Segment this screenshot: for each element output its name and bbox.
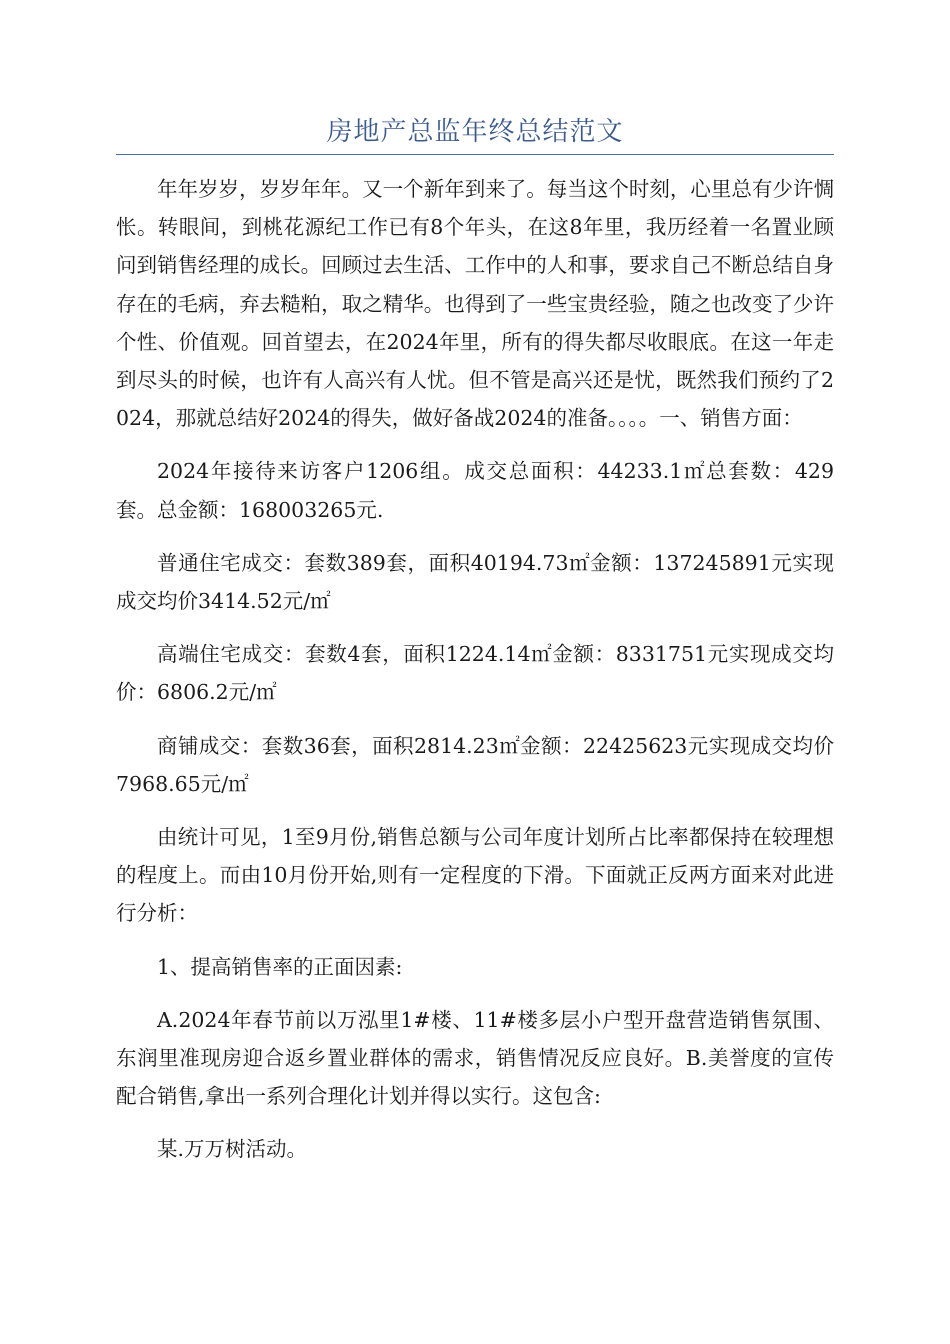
paragraph-intro: 年年岁岁，岁岁年年。又一个新年到来了。每当这个时刻，心里总有少许惆怅。转眼间，到桃花源纪工作已有8个年头，在这8年里，我历经着一名置业顾问到销售经理的成长。回顾过去生活、工作中的人和事，要求自己不断总结自身存在的毛病，弃去糙粕，取之精华。也得到了一些宝贵经验，随之也改变了少许个性、价值观。回首望去，在2024年里，所有的得失都尽收眼底。在这一年走到尽头的时候，也许有人高兴有人忧。但不管是高兴还是忧，既然我们预约了2024，那就总结好2024的得失，做好备战2024的准备。。。。一、销售方面：	[116, 177, 834, 431]
document-body	[116, 170, 834, 1184]
paragraph-positive-factors-detail: A.2024年春节前以万泓里1#楼、11#楼多层小户型开盘营造销售氛围、东润里准现房迎合返乡置业群体的需求，销售情况反应良好。B.美誉度的宣传配合销售,拿出一系列合理化计划并得以实行。这包含:	[116, 1007, 834, 1109]
paragraph-analysis: 由统计可见，1至9月份,销售总额与公司年度计划所占比率都保持在较理想的程度上。而由10月份开始,则有一定程度的下滑。下面就正反两方面来对此进行分析：	[116, 825, 834, 926]
paragraph-high-end-housing: 高端住宅成交：套数4套，面积1224.14㎡金额：8331751元实现成交均价：6806.2元/㎡	[116, 642, 834, 705]
paragraph-regular-housing: 普通住宅成交：套数389套，面积40194.73㎡金额：137245891元实现成交均价3414.52元/㎡	[116, 550, 834, 614]
paragraph-shops: 商铺成交：套数36套，面积2814.23㎡金额：22425623元实现成交均价7968.65元/㎡	[116, 733, 834, 796]
title-underline	[116, 154, 834, 155]
paragraph-sales-summary: 2024年接待来访客户1206组。成交总面积：44233.1㎡总套数：429套。总金额：168003265元.	[116, 459, 834, 522]
paragraph-activity: 某.万万树活动。	[157, 1137, 308, 1162]
document-title: 房地产总监年终总结范文	[326, 117, 624, 147]
paragraph-positive-factors-heading: 1、提高销售率的正面因素:	[157, 954, 403, 979]
